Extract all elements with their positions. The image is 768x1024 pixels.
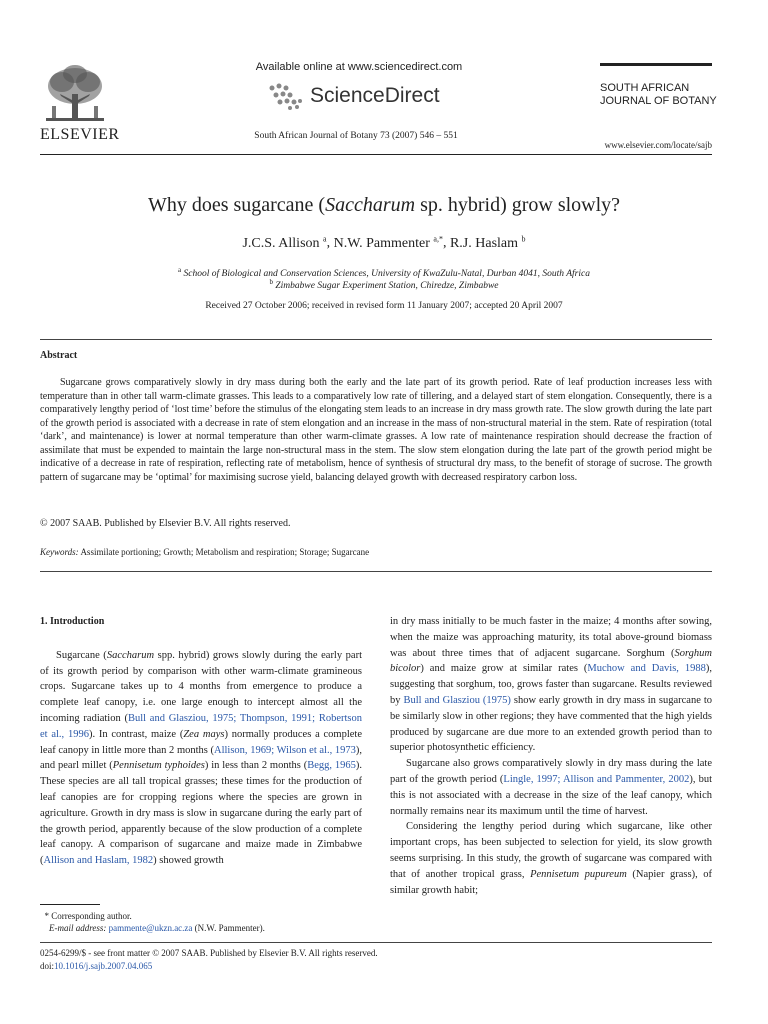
publisher-name: ELSEVIER [40,126,120,143]
abstract-copyright: © 2007 SAAB. Published by Elsevier B.V. All rights reserved. [40,518,291,529]
citation-link[interactable]: Bull and Glasziou, 1975; Thompson, 1991; Robertson et al., 1996 [40,712,362,740]
citation-link[interactable]: Allison, 1969; Wilson et al., 1973 [214,744,356,756]
journal-url[interactable]: www.elsevier.com/locate/sajb [604,140,712,150]
footer-rule [40,942,712,943]
available-online-text: Available online at www.sciencedirect.com [255,61,463,73]
journal-rule [600,63,712,66]
affiliation-a: $^a$ School of Biological and Conservation Sciences, University of KwaZulu-Natal, Durban 4041, South Africa [178,266,590,280]
doi-line: doi:10.1016/j.sajb.2007.04.065 [40,961,153,971]
doi-link[interactable]: 10.1016/j.sajb.2007.04.065 [54,961,153,971]
footnote-rule [40,904,100,905]
left-column: 1. Introduction Sugarcane (Saccharum spp. hybrid) grows slowly during the early part of its growth period by comparison with other warm-climate gramineous crops. Sugarcane takes up to 4 months from emergence to produce a complete leaf canopy, i.e. one large enough to intercept almost all the incoming radiation (Bull and Glasziou, 1975; Thompson, 1991; Robertson et al., 1996). In contrast, maize (Zea mays) normally produces a complete leaf canopy in little more than 2 months (Allison, 1969; Wilson et al., 1973), and pearl millet (Pennisetum typhoides) in less than 2 months (Begg, 1965). These species are all tall tropical grasses; these times for the production of leaf canopies are for cropping regions where the species are grown in agriculture. Growth in dry mass is slow in sugarcane during the early part of the growth period, apparently because of the slow production of a complete leaf canopy. A comparison of sugarcane and maize made in Zimbabwe (Allison and Haslam, 1982) showed growth [40,616,363,867]
journal-name: SOUTH AFRICAN JOURNAL OF BOTANY [600,82,717,107]
author[interactable]: J.C.S. Allison $^a$ [242,234,327,251]
author[interactable]: R.J. Haslam $^b$ [449,234,526,251]
abstract-heading: Abstract [40,350,78,361]
sciencedirect-wordmark: ScienceDirect [310,84,440,107]
email-link[interactable]: pammente@ukzn.ac.za [108,923,193,933]
right-column: in dry mass initially to be much faster in the maize; 4 months after sowing, when the maize was approaching maturity, its total above-ground biomass was about three times that of adjacent sugarcane. Sorghum (Sorghum bicolor) and maize grow at similar rates (Muchow and Davis, 1988), suggesting that sorghum, too, grows faster than sugarcane. Results reviewed by Bull and Glasziou (1975) show early growth in dry mass in sugarcane to be similarly slow in other regions; they have commented that the high yields produced by sugarcane are due more to an extended growth period than to superior photosynthetic efficiency. Sugarcane also grows comparatively slowly in dry mass during the late part of the growth period (Lingle, 1997; Allison and Pammenter, 2002), but this is not associated with a decrease in the size of the leaf canopy, which normally remains near its maximum until the time of harvest. Considering the lengthy period during which sugarcane, like other important crops, has been subjected to selection for yield, its slow growth seems surprising. In this study, the growth of sugarcane was compared with that of another tropical grass, Pennisetum pupureum (Napier grass), of similar growth habit; [390,616,713,896]
citation-link[interactable]: Allison and Haslam, 1982 [43,855,154,867]
abstract-bottom-rule [40,571,712,572]
header-divider [40,154,712,155]
footnote: * Corresponding author. E-mail address: pammente@ukzn.ac.za (N.W. Pammenter). [40,911,265,933]
journal-reference: South African Journal of Botany 73 (2007) 546 – 551 [254,131,458,141]
sciencedirect-dots-icon [268,82,306,110]
citation-link[interactable]: Bull and Glasziou (1975) [403,694,511,706]
issn-line: 0254-6299/$ - see front matter © 2007 SAAB. Published by Elsevier B.V. All rights reserved. [40,948,378,958]
footer [40,947,378,973]
keywords: Keywords: Assimilate portioning; Growth; Metabolism and respiration; Storage; Sugarcane [40,547,370,557]
article-title: Why does sugarcane (Saccharum sp. hybrid) grow slowly? [147,194,621,216]
abstract-top-rule [40,339,712,340]
citation-link[interactable]: Muchow and Davis, 1988 [587,663,706,675]
elsevier-tree-logo-icon [42,64,108,126]
citation-link[interactable]: Begg, 1965 [307,760,356,772]
section-heading: 1. Introduction [40,616,105,627]
abstract-body: Sugarcane grows comparatively slowly in dry mass during both the early and the late part of its growth period. Rate of leaf production increases less with temperature than in other tall warm-climate grasses. This leads to a comparatively low rate of tillering, and a delayed start of stem elongation. Consequently, there is a comparatively lengthy period of ‘lost time’ before the stimulus of the elongating stem leads to an increase in dry mass growth rate. The slow growth during the late part of the growth period is associated with a decrease in rate of stem elongation and an increase in the mass of non-structural material in the stem. Rate of respiration (total ‘dark’, and maintenance) is lower at normal temperature than other warm-climate grasses. A low rate of maintenance respiration should decrease the fraction of assimilate that must be expended to maintain the large non-structural mass in the stem. The slow stem elongation during the late part of the growth period might be indicative of a decrease in rate of respiration, reflecting rate of metabolism, hence of synthesis of structural dry mass, to the benefit of storage of sucrose. The growth pattern of sugarcane may be ‘optimal’ for maximising sucrose yield, balancing delayed growth with decreased respiratory carbon loss. [40,377,712,483]
author-list: J.C.S. Allison $^a$, N.W. Pammenter $^{a,*}$, R.J. Haslam $^b$ [242,234,526,251]
citation-link[interactable]: Lingle, 1997; Allison and Pammenter, 2002 [503,773,690,785]
author[interactable]: N.W. Pammenter $^{a,*}$ [333,234,443,251]
affiliation-b: $^b$ Zimbabwe Sugar Experiment Station, Chiredze, Zimbabwe [269,278,499,292]
received-dates: Received 27 October 2006; received in revised form 11 January 2007; accepted 20 April 2007 [205,301,563,311]
